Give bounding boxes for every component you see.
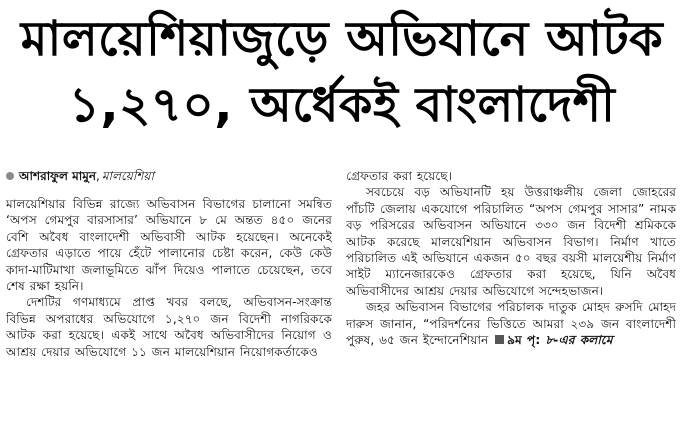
- article-paragraph: মালয়েশিয়ার বিভিন্ন রাজ্যে অভিবাসন বিভাগের চালানো সমন্বিত ‘অপস গেমপুর বারসাসার’ অভিযানে ৮ মে অন্তত ৪৫০ জনের বেশি অবৈধ বাংলাদেশী অভিবাসী আটক হয়েছেন। অনেকেই গ্রেফতার এড়াতে পায়ে হেঁটে পালানোর চেষ্টা করেন, কেউ কেউ কাদা-মাটিমাখা জলাভূমিতে ঝাঁপ দিয়েও পালাতে চেয়েছেন, তবে শেষ রক্ষা হয়নি।: [6, 197, 332, 294]
- square-marker-icon: [495, 335, 504, 344]
- continuation-label: ৮-এর কলামে: [545, 333, 613, 348]
- article-paragraph: [346, 299, 676, 348]
- article-column-left: [6, 168, 332, 444]
- headline-line-1: মালয়েশিয়াজুড়ে অভিযানে আটক: [20, 11, 664, 67]
- article-paragraph-text: জহর অভিবাসন বিভাগের পরিচালক দাতুক মোহদ রুসদি মোহদ দারুস জানান, “পরিদর্শনের ভিত্তিতে আমরা ২৩৯ জন বাংলাদেশী পুরুষ, ৬৫ জন ইন্দোনেশিয়ান: [346, 300, 676, 348]
- article-column-right: [346, 168, 676, 444]
- continuation-note: [493, 333, 612, 347]
- bullet-dot-icon: [6, 172, 14, 180]
- byline-author: আশরাফুল মামুন: [19, 169, 97, 183]
- article-paragraph: সবচেয়ে বড় অভিযানটি হয় উত্তরাঞ্চলীয় জেলা জোহরের পাঁচটি জেলায় একযোগে পরিচালিত “অপস গেমপুর সাসার” নামক বড় পরিসরের অভিবাসন অভিযানে ৩৩০ জন বিদেশী শ্রমিককে আটক করেছে মালয়েশিয়ান অভিবাসন বিভাগ। নির্মাণ খাতে পরিচালিত এই অভিযানে একজন ৫০ বছর বয়সী মালয়েশীয় নির্মাণ সাইট ম্যানেজারকেও গ্রেফতার করা হয়েছে, যিনি অবৈধ অভিবাসীদের আশ্রয় দেয়ার অভিযোগে সন্দেহভাজন।: [346, 185, 676, 298]
- byline-separator: ,: [96, 169, 100, 183]
- continuation-page: ৯ম পৃ:: [507, 333, 541, 348]
- byline: [6, 168, 332, 184]
- byline-location: মালয়েশিয়া: [101, 169, 154, 183]
- article-paragraph: দেশটির গণমাধ্যমে প্রাপ্ত খবর বলছে, অভিবাসন-সংক্রান্ত বিভিন্ন অপরাধের অভিযোগে ১,২৭০ জন বিদেশী নাগরিককে আটক করা হয়েছে। একই সাথে অবৈধ অভিবাসীদের নিয়োগ ও আশ্রয় দেয়ার অভিযোগে ১১ জন মালয়েশিয়ান নিয়োগকর্তাকেও: [6, 295, 332, 359]
- headline-line-2: ১,২৭০, অর্ধেকই বাংলাদেশী: [68, 77, 616, 133]
- article-paragraph: গ্রেফতার করা হয়েছে।: [346, 169, 452, 183]
